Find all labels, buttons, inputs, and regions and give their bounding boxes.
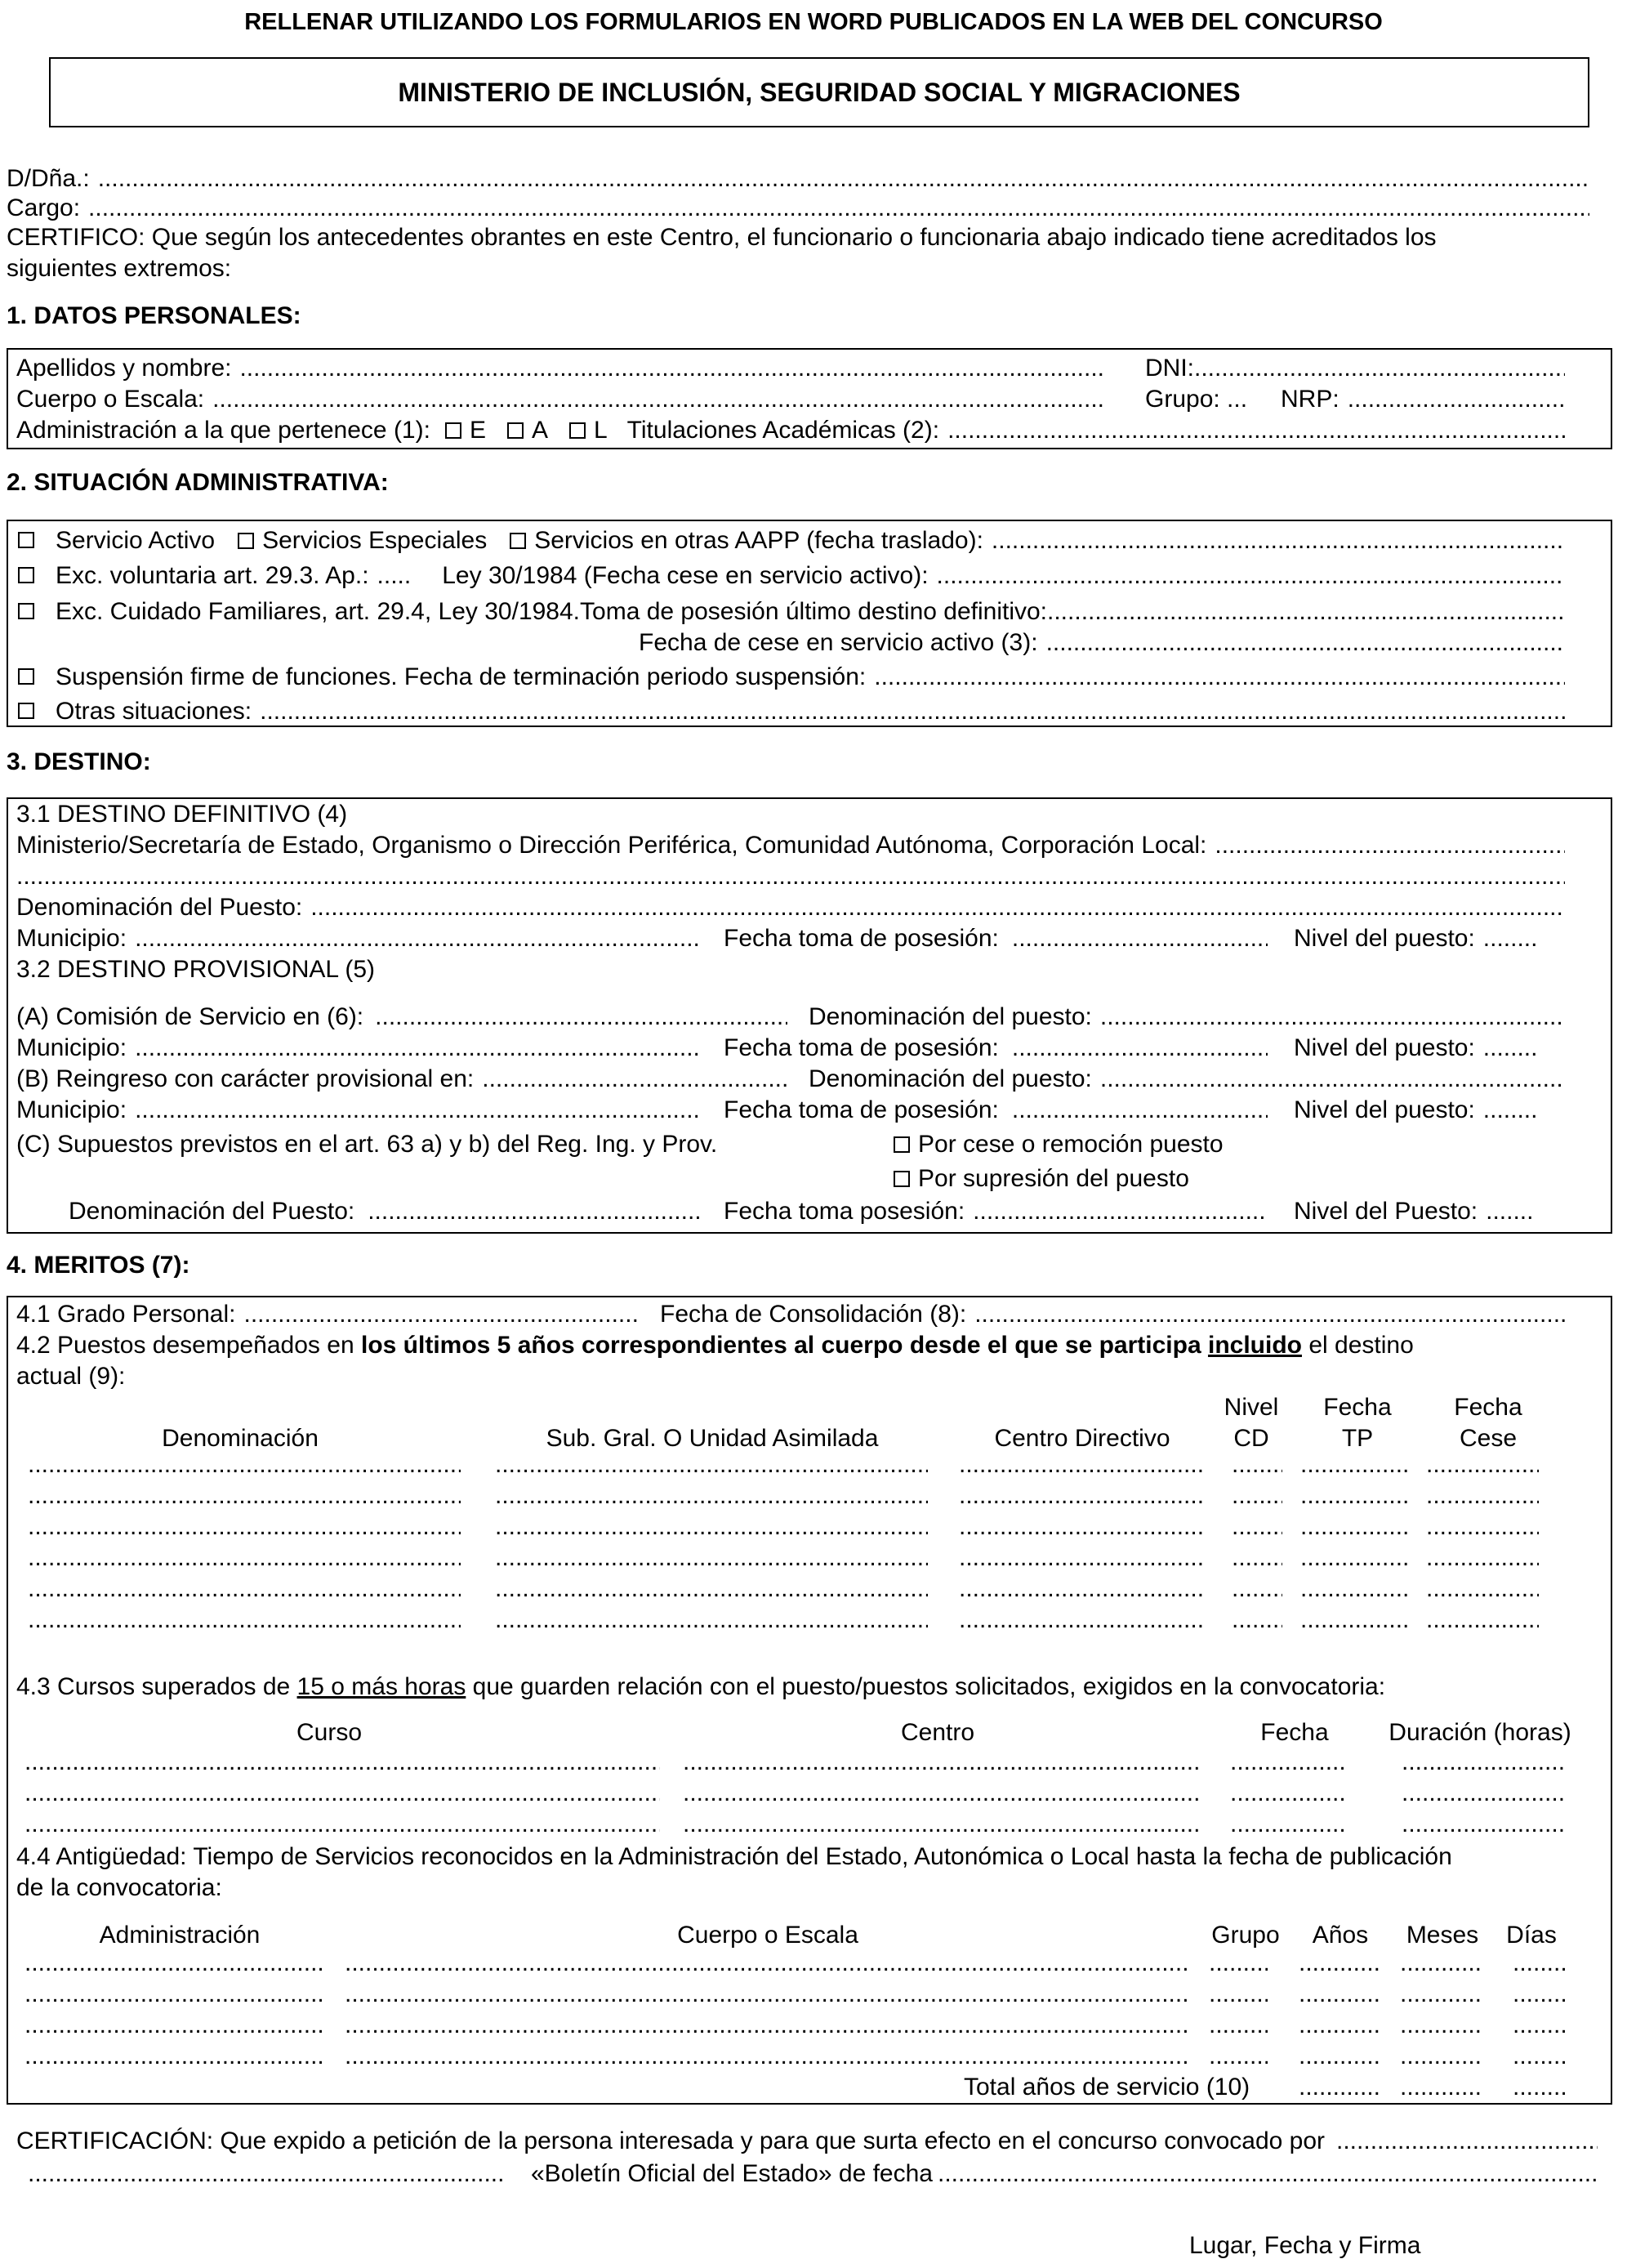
puesto-cell-r3-c4[interactable]	[1232, 1511, 1282, 1543]
ministerio-line[interactable]	[16, 830, 1565, 861]
certifico-line-2: siguientes extremos:	[7, 255, 232, 282]
fecha-toma-a-line[interactable]	[724, 1033, 1268, 1064]
exc-cuidado-label: Exc. Cuidado Familiares, art. 29.4, Ley 30/1984.	[56, 598, 581, 625]
nivel-def-dots: ........	[1482, 925, 1538, 952]
col-cuerpo-escala: Cuerpo o Escala	[677, 1922, 858, 1949]
puesto-cell-r4-c4[interactable]	[1232, 1543, 1282, 1574]
antiguedad-cell-r1-c6[interactable]	[1513, 1948, 1565, 1979]
dni-line[interactable]	[1145, 353, 1565, 384]
puesto-cell-r1-c2[interactable]	[495, 1449, 928, 1480]
checkbox-exc-voluntaria[interactable]	[18, 567, 34, 583]
puesto-cell-r3-c1[interactable]	[28, 1511, 461, 1543]
col-grupo: Grupo	[1211, 1922, 1280, 1949]
col-fecha-cese-top: Fecha	[1454, 1394, 1522, 1421]
col-curso: Curso	[296, 1719, 363, 1746]
puestos-intro-b: el destino	[1308, 1332, 1414, 1359]
puesto-cell-r4-c3[interactable]	[959, 1543, 1204, 1574]
situacion-row-5	[18, 662, 1565, 693]
denominacion-c-label: Denominación del Puesto:	[69, 1198, 355, 1225]
toma-posesion-field[interactable]	[1047, 596, 1565, 627]
puesto-cell-r6-c5[interactable]	[1300, 1605, 1408, 1636]
fecha-toma-b-line[interactable]	[724, 1095, 1268, 1126]
col-fecha-tp-bottom: TP	[1341, 1425, 1374, 1452]
puestos-intro-a: 4.2 Puestos desempeñados en	[16, 1332, 354, 1359]
puesto-cell-r3-c2[interactable]	[495, 1511, 928, 1543]
antiguedad-cell-r4-c3[interactable]	[1209, 2041, 1268, 2072]
fecha-cese-label: Fecha de cese en servicio activo (3):	[639, 629, 1038, 656]
nivel-a-label: Nivel del puesto:	[1294, 1034, 1475, 1061]
ministry-title: MINISTERIO DE INCLUSIÓN, SEGURIDAD SOCIAL Y MIGRACIONES	[398, 78, 1241, 107]
checkbox-por-supresion[interactable]	[894, 1171, 910, 1187]
puesto-cell-r2-c1[interactable]	[28, 1480, 461, 1511]
curso-cell-r2-c1[interactable]	[25, 1778, 660, 1809]
nivel-def-line[interactable]	[1294, 923, 1565, 954]
exc-voluntaria-field[interactable]: .....	[377, 562, 412, 589]
puesto-cell-r3-c3[interactable]	[959, 1511, 1204, 1543]
antiguedad-cell-r2-c5[interactable]	[1400, 1979, 1480, 2010]
checkbox-por-cese[interactable]	[894, 1136, 910, 1153]
nivel-a-dots: ........	[1482, 1034, 1538, 1061]
titulaciones-field[interactable]	[947, 415, 1565, 446]
denominacion-b-label: Denominación del puesto:	[809, 1065, 1092, 1092]
antiguedad-cell-r1-c4[interactable]	[1299, 1948, 1379, 1979]
fecha-consolidacion-label: Fecha de Consolidación (8):	[660, 1301, 967, 1328]
nivel-label: Nivel del puesto:	[1294, 925, 1475, 952]
municipio-a-label: Municipio:	[16, 1034, 127, 1061]
denominacion-a-label: Denominación del puesto:	[809, 1003, 1092, 1030]
nrp-label: NRP:	[1281, 386, 1339, 413]
section-1-title: 1. DATOS PERSONALES:	[7, 302, 301, 329]
puesto-cell-r3-c6[interactable]	[1426, 1511, 1539, 1543]
puesto-cell-r2-c3[interactable]	[959, 1480, 1204, 1511]
firma-label: Lugar, Fecha y Firma	[1189, 2232, 1421, 2259]
grado-line[interactable]	[16, 1299, 637, 1330]
antiguedad-cell-r3-c3[interactable]	[1209, 2010, 1268, 2041]
puestos-intro	[16, 1330, 1414, 1361]
nivel-b-dots: ........	[1482, 1096, 1538, 1123]
col-fecha: Fecha	[1260, 1719, 1329, 1746]
puesto-cell-r1-c5[interactable]	[1300, 1449, 1408, 1480]
denominacion-a-line[interactable]	[809, 1002, 1565, 1033]
curso-cell-r2-c3[interactable]	[1230, 1778, 1344, 1809]
label-e: E	[469, 417, 486, 444]
fecha-toma-a-label: Fecha toma de posesión:	[724, 1034, 999, 1061]
total-dias-field[interactable]	[1513, 2072, 1565, 2103]
supuestos-label: (C) Supuestos previstos en el art. 63 a) y b) del Reg. Ing. y Prov.	[16, 1131, 718, 1158]
puesto-cell-r4-c1[interactable]	[28, 1543, 461, 1574]
antiguedad-cell-r1-c1[interactable]	[25, 1948, 322, 1979]
admin-label: Administración a la que pertenece (1):	[16, 417, 430, 444]
municipio-b-label: Municipio:	[16, 1096, 127, 1123]
cursos-intro-underline: 15 o más horas	[296, 1673, 466, 1700]
col-nivel-top: Nivel	[1224, 1394, 1279, 1421]
curso-cell-r3-c1[interactable]	[25, 1809, 660, 1840]
apellidos-line[interactable]	[16, 353, 1103, 384]
cuerpo-label: Cuerpo o Escala:	[16, 386, 205, 413]
puesto-cell-r2-c6[interactable]	[1426, 1480, 1539, 1511]
puesto-cell-r5-c6[interactable]	[1426, 1574, 1539, 1605]
curso-cell-r3-c3[interactable]	[1230, 1809, 1344, 1840]
col-anos: Años	[1312, 1922, 1369, 1949]
col-denominacion: Denominación	[162, 1425, 319, 1452]
fecha-toma-def-line[interactable]	[724, 923, 1268, 954]
situacion-row-6	[18, 696, 1565, 727]
toma-posesion-label: Toma de posesión último destino definitivo:	[580, 598, 1048, 625]
checkbox-servicio-activo[interactable]	[18, 532, 34, 548]
servicios-especiales-label: Servicios Especiales	[262, 527, 488, 554]
fecha-cese-line[interactable]	[639, 627, 1565, 659]
antiguedad-cell-r4-c2[interactable]	[345, 2041, 1189, 2072]
col-subgral: Sub. Gral. O Unidad Asimilada	[546, 1425, 879, 1452]
total-meses-field[interactable]	[1400, 2072, 1480, 2103]
puesto-cell-r1-c4[interactable]	[1232, 1449, 1282, 1480]
curso-cell-r3-c2[interactable]	[683, 1809, 1202, 1840]
antiguedad-cell-r4-c1[interactable]	[25, 2041, 322, 2072]
col-centro: Centro	[900, 1719, 975, 1746]
puestos-intro-underline: incluido	[1207, 1332, 1302, 1359]
municipio-label: Municipio:	[16, 925, 127, 952]
otras-label: Otras situaciones:	[56, 698, 252, 725]
top-instruction: RELLENAR UTILIZANDO LOS FORMULARIOS EN WORD PUBLICADOS EN LA WEB DEL CONCURSO	[244, 9, 1383, 35]
puesto-cell-r6-c2[interactable]	[495, 1605, 928, 1636]
puesto-cell-r1-c1[interactable]	[28, 1449, 461, 1480]
antiguedad-cell-r2-c1[interactable]	[25, 1979, 322, 2010]
checkbox-servicios-especiales[interactable]	[238, 533, 254, 549]
col-centro-directivo: Centro Directivo	[994, 1425, 1170, 1452]
antiguedad-cell-r2-c6[interactable]	[1513, 1979, 1565, 2010]
total-anos-label: Total años de servicio (10)	[964, 2074, 1250, 2101]
antiguedad-cell-r3-c2[interactable]	[345, 2010, 1189, 2041]
puesto-cell-r6-c4[interactable]	[1232, 1605, 1282, 1636]
section-3-title: 3. DESTINO:	[7, 748, 151, 775]
servicio-activo-label: Servicio Activo	[56, 527, 216, 554]
suspension-label: Suspensión firme de funciones. Fecha de terminación periodo suspensión:	[56, 663, 867, 690]
antiguedad-cell-r4-c6[interactable]	[1513, 2041, 1565, 2072]
cargo-label: Cargo:	[7, 194, 81, 221]
antiguedad-cell-r3-c6[interactable]	[1513, 2010, 1565, 2041]
fecha-traslado-field[interactable]	[992, 525, 1565, 556]
col-dias: Días	[1506, 1922, 1557, 1949]
col-duracion: Duración (horas)	[1389, 1719, 1571, 1746]
checkbox-a[interactable]	[507, 422, 524, 439]
certifico-line-1: CERTIFICO: Que según los antecedentes obrantes en este Centro, el funcionario o funcionaria abajo indicado tiene acreditados los	[7, 224, 1437, 251]
checkbox-exc-cuidado[interactable]	[18, 603, 34, 619]
situacion-row-1	[18, 525, 1565, 556]
puesto-cell-r3-c5[interactable]	[1300, 1511, 1408, 1543]
puestos-intro-c: actual (9):	[16, 1363, 126, 1390]
curso-cell-r1-c2[interactable]	[683, 1747, 1202, 1778]
label-l: L	[593, 417, 608, 444]
puesto-cell-r5-c4[interactable]	[1232, 1574, 1282, 1605]
puesto-cell-r4-c6[interactable]	[1426, 1543, 1539, 1574]
fecha-toma-b-label: Fecha toma de posesión:	[724, 1096, 999, 1123]
antiguedad-line-1: 4.4 Antigüedad: Tiempo de Servicios reconocidos en la Administración del Estado, Autonómica o Local hasta la fecha de publicación	[16, 1843, 1452, 1870]
checkbox-suspension[interactable]	[18, 668, 34, 685]
nivel-c-dots: .......	[1486, 1198, 1534, 1225]
col-administracion: Administración	[99, 1922, 261, 1949]
checkbox-e[interactable]	[445, 422, 461, 439]
nivel-a-line[interactable]	[1294, 1033, 1565, 1064]
suspension-field[interactable]	[874, 662, 1565, 693]
dona-label: D/Dña.:	[7, 165, 90, 192]
cargo-line[interactable]	[7, 193, 1589, 224]
denominacion-b-line[interactable]	[809, 1064, 1565, 1095]
antiguedad-cell-r1-c5[interactable]	[1400, 1948, 1480, 1979]
curso-cell-r3-c4[interactable]	[1402, 1809, 1565, 1840]
label-a: A	[531, 417, 548, 444]
col-fecha-cese-bottom: Cese	[1459, 1425, 1518, 1452]
apellidos-label: Apellidos y nombre:	[16, 355, 232, 382]
grupo-label[interactable]: Grupo: ...	[1145, 386, 1248, 413]
por-cese-option	[894, 1129, 1224, 1160]
nivel-c-label: Nivel del Puesto:	[1294, 1198, 1478, 1225]
fecha-cese-activo-field[interactable]	[937, 560, 1565, 592]
reingreso-label: (B) Reingreso con carácter provisional en:	[16, 1065, 475, 1092]
certificacion-prefix-field[interactable]	[28, 2159, 506, 2190]
antiguedad-cell-r3-c5[interactable]	[1400, 2010, 1480, 2041]
puesto-cell-r2-c4[interactable]	[1232, 1480, 1282, 1511]
puesto-cell-r5-c5[interactable]	[1300, 1574, 1408, 1605]
municipio-def-line[interactable]	[16, 923, 701, 954]
nivel-b-label: Nivel del puesto:	[1294, 1096, 1475, 1123]
exc-voluntaria-label: Exc. voluntaria art. 29.3. Ap.:	[56, 562, 369, 589]
puesto-cell-r1-c6[interactable]	[1426, 1449, 1539, 1480]
cursos-intro-b: que guarden relación con el puesto/puestos solicitados, exigidos en la convocatoria:	[472, 1673, 1386, 1700]
checkbox-otras[interactable]	[18, 703, 34, 719]
puesto-cell-r2-c2[interactable]	[495, 1480, 928, 1511]
section-4-title: 4. MERITOS (7):	[7, 1252, 190, 1279]
cursos-intro-a: 4.3 Cursos superados de	[16, 1673, 291, 1700]
puesto-cell-r4-c5[interactable]	[1300, 1543, 1408, 1574]
denominacion-c-line[interactable]	[69, 1196, 701, 1227]
fecha-toma-label: Fecha toma de posesión:	[724, 925, 999, 952]
otras-field[interactable]	[260, 696, 1565, 727]
antiguedad-cell-r1-c3[interactable]	[1209, 1948, 1268, 1979]
nivel-b-line[interactable]	[1294, 1095, 1565, 1126]
por-cese-label: Por cese o remoción puesto	[918, 1131, 1224, 1158]
total-anos-field[interactable]	[1299, 2072, 1379, 2103]
cuerpo-line[interactable]	[16, 384, 1103, 415]
antiguedad-cell-r3-c1[interactable]	[25, 2010, 322, 2041]
dni-label: DNI:	[1145, 355, 1194, 382]
col-meses: Meses	[1406, 1922, 1479, 1949]
curso-cell-r1-c1[interactable]	[25, 1747, 660, 1778]
curso-cell-r1-c4[interactable]	[1402, 1747, 1565, 1778]
checkbox-otras-aapp[interactable]	[510, 533, 526, 549]
destino-definitivo-title: 3.1 DESTINO DEFINITIVO (4)	[16, 801, 348, 828]
situacion-row-3	[18, 596, 1565, 627]
col-nivel-bottom: CD	[1233, 1425, 1269, 1452]
por-supresion-option	[894, 1163, 1189, 1194]
antiguedad-cell-r2-c2[interactable]	[345, 1979, 1189, 2010]
grado-label: 4.1 Grado Personal:	[16, 1301, 236, 1328]
puesto-cell-r6-c6[interactable]	[1426, 1605, 1539, 1636]
fecha-toma-c-label: Fecha toma posesión:	[724, 1198, 965, 1225]
antiguedad-cell-r2-c4[interactable]	[1299, 1979, 1379, 2010]
fecha-toma-c-line[interactable]	[724, 1196, 1268, 1227]
puesto-cell-r1-c3[interactable]	[959, 1449, 1204, 1480]
curso-cell-r2-c2[interactable]	[683, 1778, 1202, 1809]
ministry-box	[49, 57, 1589, 127]
puesto-cell-r6-c3[interactable]	[959, 1605, 1204, 1636]
puesto-cell-r2-c5[interactable]	[1300, 1480, 1408, 1511]
curso-cell-r2-c4[interactable]	[1402, 1778, 1565, 1809]
puesto-cell-r5-c2[interactable]	[495, 1574, 928, 1605]
ministerio-label: Ministerio/Secretaría de Estado, Organismo o Dirección Periférica, Comunidad Autónoma, Corporación Local:	[16, 832, 1207, 859]
admin-line	[16, 415, 1565, 446]
puesto-cell-r5-c1[interactable]	[28, 1574, 461, 1605]
comision-label: (A) Comisión de Servicio en (6):	[16, 1003, 364, 1030]
certificacion-text-2: «Boletín Oficial del Estado» de fecha	[531, 2160, 933, 2187]
fecha-consolidacion-line[interactable]	[660, 1299, 1565, 1330]
situacion-row-2	[18, 560, 1565, 592]
antiguedad-cell-r3-c4[interactable]	[1299, 2010, 1379, 2041]
certificacion-text-1: CERTIFICACIÓN: Que expido a petición de la persona interesada y para que surta efecto en el concurso convocado por	[16, 2127, 1326, 2154]
destino-provisional-title: 3.2 DESTINO PROVISIONAL (5)	[16, 956, 375, 983]
antiguedad-cell-r2-c3[interactable]	[1209, 1979, 1268, 2010]
certificacion-line-1[interactable]	[16, 2126, 1598, 2157]
certificacion-line-2[interactable]	[531, 2159, 1598, 2190]
otras-aapp-label: Servicios en otras AAPP (fecha traslado):	[534, 527, 983, 554]
ministerio-continuation[interactable]	[16, 861, 1565, 892]
comision-line[interactable]	[16, 1002, 787, 1033]
por-supresion-label: Por supresión del puesto	[918, 1165, 1189, 1192]
ley-30-label: Ley 30/1984 (Fecha cese en servicio activo):	[442, 562, 929, 589]
puestos-intro-bold: los últimos 5 años correspondientes al cuerpo desde el que se participa	[360, 1332, 1201, 1359]
municipio-b-line[interactable]	[16, 1095, 701, 1126]
checkbox-l[interactable]	[569, 422, 586, 439]
reingreso-line[interactable]	[16, 1064, 787, 1095]
titulaciones-label: Titulaciones Académicas (2):	[626, 417, 940, 444]
dona-line[interactable]	[7, 163, 1589, 194]
denominacion-def-label: Denominación del Puesto:	[16, 894, 303, 921]
antiguedad-cell-r4-c5[interactable]	[1400, 2041, 1480, 2072]
nivel-c-line[interactable]	[1294, 1196, 1565, 1227]
puesto-cell-r5-c3[interactable]	[959, 1574, 1204, 1605]
cursos-intro	[16, 1672, 1385, 1703]
curso-cell-r1-c3[interactable]	[1230, 1747, 1344, 1778]
col-fecha-tp-top: Fecha	[1323, 1394, 1392, 1421]
puesto-cell-r4-c2[interactable]	[495, 1543, 928, 1574]
antiguedad-cell-r1-c2[interactable]	[345, 1948, 1189, 1979]
antiguedad-line-2: de la convocatoria:	[16, 1874, 222, 1901]
nrp-line[interactable]	[1281, 384, 1565, 415]
section-2-title: 2. SITUACIÓN ADMINISTRATIVA:	[7, 469, 389, 496]
puesto-cell-r6-c1[interactable]	[28, 1605, 461, 1636]
municipio-a-line[interactable]	[16, 1033, 701, 1064]
denominacion-def-line[interactable]	[16, 892, 1565, 923]
antiguedad-cell-r4-c4[interactable]	[1299, 2041, 1379, 2072]
